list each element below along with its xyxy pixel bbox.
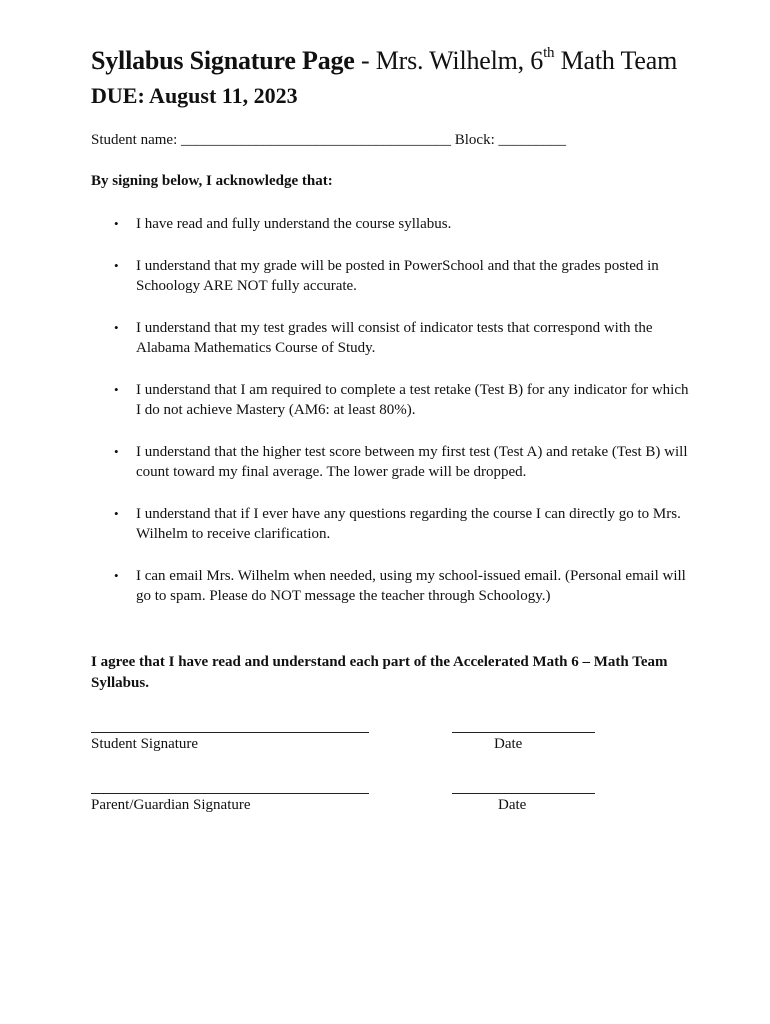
bullet-icon: • (114, 567, 119, 583)
parent-signature-label: Parent/Guardian Signature (91, 797, 251, 813)
parent-signature-line[interactable] (91, 793, 369, 794)
bullet-icon: • (114, 216, 119, 231)
list-item-text: I have read and fully understand the course syllabus. (136, 216, 452, 232)
title-end: Math Team (554, 46, 678, 75)
student-name-block-line: Student name: ____________________________________ Block: _________ (91, 132, 566, 148)
student-signature-line[interactable] (91, 732, 369, 733)
bullet-icon: • (114, 381, 119, 397)
list-item-text: I understand that I am required to complete a test retake (Test B) for any indicator for which I do not achieve Mastery (AM6: at least 80%). (136, 381, 689, 418)
title-rest: - Mrs. Wilhelm, 6 (354, 46, 544, 75)
page-title (91, 46, 677, 76)
student-date-line[interactable] (452, 732, 595, 733)
acknowledge-heading: By signing below, I acknowledge that: (91, 173, 333, 189)
list-item (91, 566, 691, 607)
list-item (91, 214, 691, 235)
list-item-text: I can email Mrs. Wilhelm when needed, using my school-issued email. (Personal email will go to spam. Please do NOT message the teacher through Schoology.) (136, 567, 686, 604)
list-item-text: I understand that my grade will be posted in PowerSchool and that the grades posted in Schoology ARE NOT fully accurate. (136, 257, 659, 294)
list-item (91, 442, 691, 483)
list-item-text: I understand that the higher test score between my first test (Test A) and retake (Test B) will count toward my final average. The lower grade will be dropped. (136, 443, 688, 480)
student-date-label: Date (494, 736, 523, 752)
title-bold: Syllabus Signature Page (91, 46, 355, 75)
bullet-icon: • (114, 505, 119, 521)
bullet-icon: • (114, 443, 119, 459)
list-item (91, 318, 691, 359)
parent-date-line[interactable] (452, 793, 595, 794)
due-date: DUE: August 11, 2023 (91, 83, 298, 108)
parent-date-label: Date (498, 797, 527, 813)
agreement-statement: I agree that I have read and understand each part of the Accelerated Math 6 – Math Team Syllabus. (91, 654, 668, 691)
list-item (91, 256, 691, 297)
list-item (91, 504, 691, 545)
list-item-text: I understand that my test grades will consist of indicator tests that correspond with the Alabama Mathematics Course of Study. (136, 319, 653, 356)
list-item (91, 380, 691, 421)
student-signature-label: Student Signature (91, 736, 199, 752)
list-item-text: I understand that if I ever have any questions regarding the course I can directly go to Mrs. Wilhelm to receive clarification. (136, 505, 681, 542)
title-superscript: th (543, 45, 555, 62)
acknowledgement-list (91, 214, 691, 628)
bullet-icon: • (114, 319, 119, 335)
bullet-icon: • (114, 257, 119, 273)
